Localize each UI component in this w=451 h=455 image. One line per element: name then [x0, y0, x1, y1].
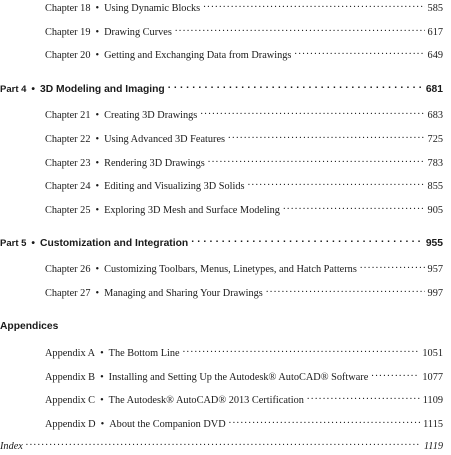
dot-leader	[203, 1, 424, 11]
dot-leader	[360, 262, 425, 272]
bullet-separator: •	[100, 419, 105, 430]
chapter-title: Customizing Toolbars, Menus, Linetypes, and Hatch Patterns	[104, 264, 357, 275]
chapter-title: Using Advanced 3D Features	[104, 134, 226, 145]
chapter-title: Getting and Exchanging Data from Drawings	[104, 50, 292, 61]
bullet-separator: •	[95, 288, 100, 299]
dot-leader	[371, 370, 419, 380]
bullet-separator: •	[95, 264, 100, 275]
toc-entry-chapter-24[interactable]	[45, 179, 443, 194]
toc-entry-part-4[interactable]	[0, 82, 443, 97]
bullet-separator: •	[95, 50, 100, 61]
chapter-title: Editing and Visualizing 3D Solids	[104, 181, 245, 192]
toc-entry-chapter-27[interactable]	[45, 286, 443, 301]
part-label: Part 4	[0, 84, 27, 95]
toc-entry-part-5[interactable]	[0, 236, 443, 251]
page-number: 1109	[422, 395, 443, 406]
bullet-separator: •	[95, 158, 100, 169]
toc-entry-appendix-c[interactable]	[45, 393, 443, 408]
appendix-label: Appendix B	[45, 372, 96, 383]
bullet-separator: •	[31, 84, 36, 95]
appendix-label: Appendix C	[45, 395, 96, 406]
chapter-label: Chapter 27	[45, 288, 91, 299]
dot-leader	[294, 48, 424, 58]
page-number: 997	[427, 288, 443, 299]
chapter-title: Rendering 3D Drawings	[104, 158, 205, 169]
dot-leader	[228, 132, 425, 142]
dot-leader	[248, 179, 425, 189]
chapter-label: Chapter 20	[45, 50, 91, 61]
chapter-title: Managing and Sharing Your Drawings	[104, 288, 263, 299]
page-number: 1077	[422, 372, 443, 383]
appendix-label: Appendix A	[45, 348, 96, 359]
toc-entry-chapter-21[interactable]	[45, 108, 443, 123]
chapter-label: Chapter 24	[45, 181, 91, 192]
page-number: 1051	[422, 348, 443, 359]
page-number: 955	[425, 238, 443, 249]
page-number: 649	[427, 50, 443, 61]
page-number: 1119	[423, 441, 443, 452]
bullet-separator: •	[95, 181, 100, 192]
page-number: 683	[427, 110, 443, 121]
chapter-title: Creating 3D Drawings	[104, 110, 198, 121]
page-number: 855	[427, 181, 443, 192]
chapter-label: Chapter 19	[45, 27, 91, 38]
appendix-title: The Autodesk® AutoCAD® 2013 Certification	[108, 395, 304, 406]
appendices-heading	[0, 320, 443, 334]
appendix-title: About the Companion DVD	[109, 419, 226, 430]
page-number: 681	[425, 84, 443, 95]
chapter-label: Chapter 21	[45, 110, 91, 121]
chapter-title: Exploring 3D Mesh and Surface Modeling	[104, 205, 280, 216]
bullet-separator: •	[95, 27, 100, 38]
chapter-label: Chapter 22	[45, 134, 91, 145]
bullet-separator: •	[95, 110, 100, 121]
part-title: 3D Modeling and Imaging	[40, 84, 165, 95]
chapter-label: Chapter 25	[45, 205, 91, 216]
page-number: 617	[427, 27, 443, 38]
toc-entry-chapter-26[interactable]	[45, 262, 443, 277]
page-number: 957	[427, 264, 443, 275]
toc-entry-chapter-18[interactable]	[45, 1, 443, 16]
appendices-heading-text: Appendices	[0, 321, 59, 332]
toc-entry-index[interactable]	[0, 439, 443, 454]
chapter-label: Chapter 26	[45, 264, 91, 275]
toc-entry-appendix-b[interactable]	[45, 370, 443, 385]
chapter-label: Chapter 18	[45, 3, 91, 14]
dot-leader	[175, 25, 425, 35]
page-number: 1115	[423, 419, 443, 430]
chapter-title: Using Dynamic Blocks	[104, 3, 201, 14]
dot-leader	[26, 439, 421, 449]
dot-leader	[208, 156, 425, 166]
bullet-separator: •	[95, 134, 100, 145]
appendix-title: Installing and Setting Up the Autodesk® AutoCAD® Software	[108, 372, 369, 383]
toc-entry-chapter-20[interactable]	[45, 48, 443, 63]
dot-leader	[191, 236, 423, 246]
index-label: Index	[0, 441, 23, 452]
dot-leader	[200, 108, 424, 118]
part-title: Customization and Integration	[40, 238, 189, 249]
appendix-label: Appendix D	[45, 419, 96, 430]
toc-entry-chapter-22[interactable]	[45, 132, 443, 147]
dot-leader	[183, 346, 420, 356]
bullet-separator: •	[95, 205, 100, 216]
bullet-separator: •	[100, 395, 104, 406]
appendix-title: The Bottom Line	[108, 348, 180, 359]
page-number: 725	[427, 134, 443, 145]
dot-leader	[283, 203, 425, 213]
toc-entry-chapter-23[interactable]	[45, 156, 443, 171]
page-number: 585	[427, 3, 443, 14]
chapter-title: Drawing Curves	[104, 27, 172, 38]
bullet-separator: •	[31, 238, 36, 249]
dot-leader	[266, 286, 425, 296]
toc-entry-chapter-25[interactable]	[45, 203, 443, 218]
page-number: 905	[427, 205, 443, 216]
bullet-separator: •	[100, 348, 104, 359]
chapter-label: Chapter 23	[45, 158, 91, 169]
bullet-separator: •	[100, 372, 104, 383]
toc-entry-chapter-19[interactable]	[45, 25, 443, 40]
part-label: Part 5	[0, 238, 27, 249]
bullet-separator: •	[95, 3, 100, 14]
toc-entry-appendix-d[interactable]	[45, 417, 443, 432]
toc-entry-appendix-a[interactable]	[45, 346, 443, 361]
dot-leader	[168, 82, 423, 92]
dot-leader	[307, 393, 420, 403]
dot-leader	[229, 417, 421, 427]
page-number: 783	[427, 158, 443, 169]
